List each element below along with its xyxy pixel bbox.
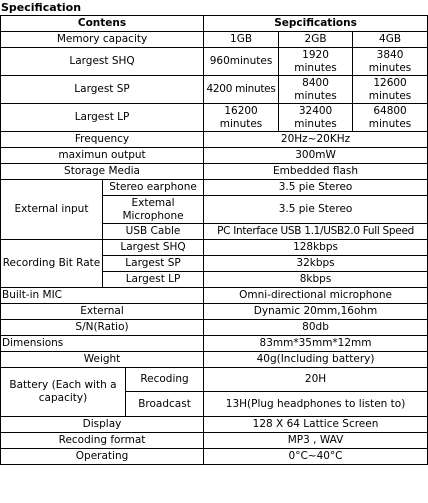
- largest-sp-1gb: 4200 minutes: [204, 76, 279, 104]
- external-value: Dynamic 20mm,16ohm: [204, 304, 428, 320]
- bit-rate-lp-value: 8kbps: [204, 272, 428, 288]
- spec-table: [0, 15, 428, 465]
- recording-format-value: MP3 , WAV: [204, 433, 428, 449]
- battery-label: Battery (Each with a capacity): [1, 368, 126, 417]
- header-row: [1, 16, 428, 32]
- max-output-label: maximun output: [1, 148, 204, 164]
- operating-row: [1, 449, 428, 465]
- usb-cable-label: USB Cable: [103, 224, 204, 240]
- largest-shq-4gb: 3840 minutes: [353, 48, 428, 76]
- battery-recording-row: [1, 368, 428, 392]
- snr-label: S/N(Ratio): [1, 320, 204, 336]
- operating-value: 0°C~40°C: [204, 449, 428, 465]
- largest-lp-1gb: 16200 minutes: [204, 104, 279, 132]
- stereo-earphone-label: Stereo earphone: [103, 180, 204, 196]
- max-output-value: 300mW: [204, 148, 428, 164]
- storage-media-row: [1, 164, 428, 180]
- usb-cable-value: PC Interface USB 1.1/USB2.0 Full Speed: [204, 224, 428, 240]
- header-specifications: Sepcifications: [204, 16, 428, 32]
- operating-label: Operating: [1, 449, 204, 465]
- external-input-label: External input: [1, 180, 103, 240]
- external-microphone-value: 3.5 pie Stereo: [204, 196, 428, 224]
- header-contents: Contens: [1, 16, 204, 32]
- memory-capacity-label: Memory capacity: [1, 32, 204, 48]
- recording-bit-rate-label: Recording Bit Rate: [1, 240, 103, 288]
- snr-value: 80db: [204, 320, 428, 336]
- storage-media-label: Storage Media: [1, 164, 204, 180]
- memory-capacity-row: [1, 32, 428, 48]
- largest-sp-2gb: 8400 minutes: [279, 76, 353, 104]
- external-row: [1, 304, 428, 320]
- capacity-2gb: 2GB: [279, 32, 353, 48]
- storage-media-value: Embedded flash: [204, 164, 428, 180]
- capacity-4gb: 4GB: [353, 32, 428, 48]
- bit-rate-shq-value: 128kbps: [204, 240, 428, 256]
- recording-format-label: Recoding format: [1, 433, 204, 449]
- display-row: [1, 417, 428, 433]
- dimensions-label: Dimensions: [1, 336, 204, 352]
- bit-rate-shq-label: Largest SHQ: [103, 240, 204, 256]
- weight-row: [1, 352, 428, 368]
- largest-shq-row: [1, 48, 428, 76]
- battery-recording-label: Recoding: [126, 368, 204, 392]
- dimensions-row: [1, 336, 428, 352]
- largest-sp-4gb: 12600 minutes: [353, 76, 428, 104]
- max-output-row: [1, 148, 428, 164]
- page-heading: Specification: [1, 1, 82, 14]
- built-in-mic-value: Omni-directional microphone: [204, 288, 428, 304]
- battery-broadcast-label: Broadcast: [126, 392, 204, 417]
- largest-sp-row: [1, 76, 428, 104]
- bit-rate-sp-label: Largest SP: [103, 256, 204, 272]
- built-in-mic-row: [1, 288, 428, 304]
- bit-rate-lp-label: Largest LP: [103, 272, 204, 288]
- stereo-earphone-value: 3.5 pie Stereo: [204, 180, 428, 196]
- snr-row: [1, 320, 428, 336]
- largest-shq-label: Largest SHQ: [1, 48, 204, 76]
- largest-lp-label: Largest LP: [1, 104, 204, 132]
- largest-lp-row: [1, 104, 428, 132]
- bit-rate-sp-value: 32kbps: [204, 256, 428, 272]
- built-in-mic-label: Built-in MIC: [1, 288, 204, 304]
- external-label: External: [1, 304, 204, 320]
- frequency-row: [1, 132, 428, 148]
- capacity-1gb: 1GB: [204, 32, 279, 48]
- largest-lp-4gb: 64800 minutes: [353, 104, 428, 132]
- largest-shq-1gb: 960minutes: [204, 48, 279, 76]
- display-label: Display: [1, 417, 204, 433]
- external-microphone-label: Extemal Microphone: [103, 196, 204, 224]
- recording-format-row: [1, 433, 428, 449]
- largest-sp-label: Largest SP: [1, 76, 204, 104]
- display-value: 128 X 64 Lattice Screen: [204, 417, 428, 433]
- frequency-label: Frequency: [1, 132, 204, 148]
- dimensions-value: 83mm*35mm*12mm: [204, 336, 428, 352]
- weight-label: Weight: [1, 352, 204, 368]
- weight-value: 40g(Including battery): [204, 352, 428, 368]
- battery-broadcast-value: 13H(Plug headphones to listen to): [204, 392, 428, 417]
- largest-lp-2gb: 32400 minutes: [279, 104, 353, 132]
- frequency-value: 20Hz~20KHz: [204, 132, 428, 148]
- largest-shq-2gb: 1920 minutes: [279, 48, 353, 76]
- external-input-row: [1, 180, 428, 196]
- bit-rate-shq-row: [1, 240, 428, 256]
- battery-recording-value: 20H: [204, 368, 428, 392]
